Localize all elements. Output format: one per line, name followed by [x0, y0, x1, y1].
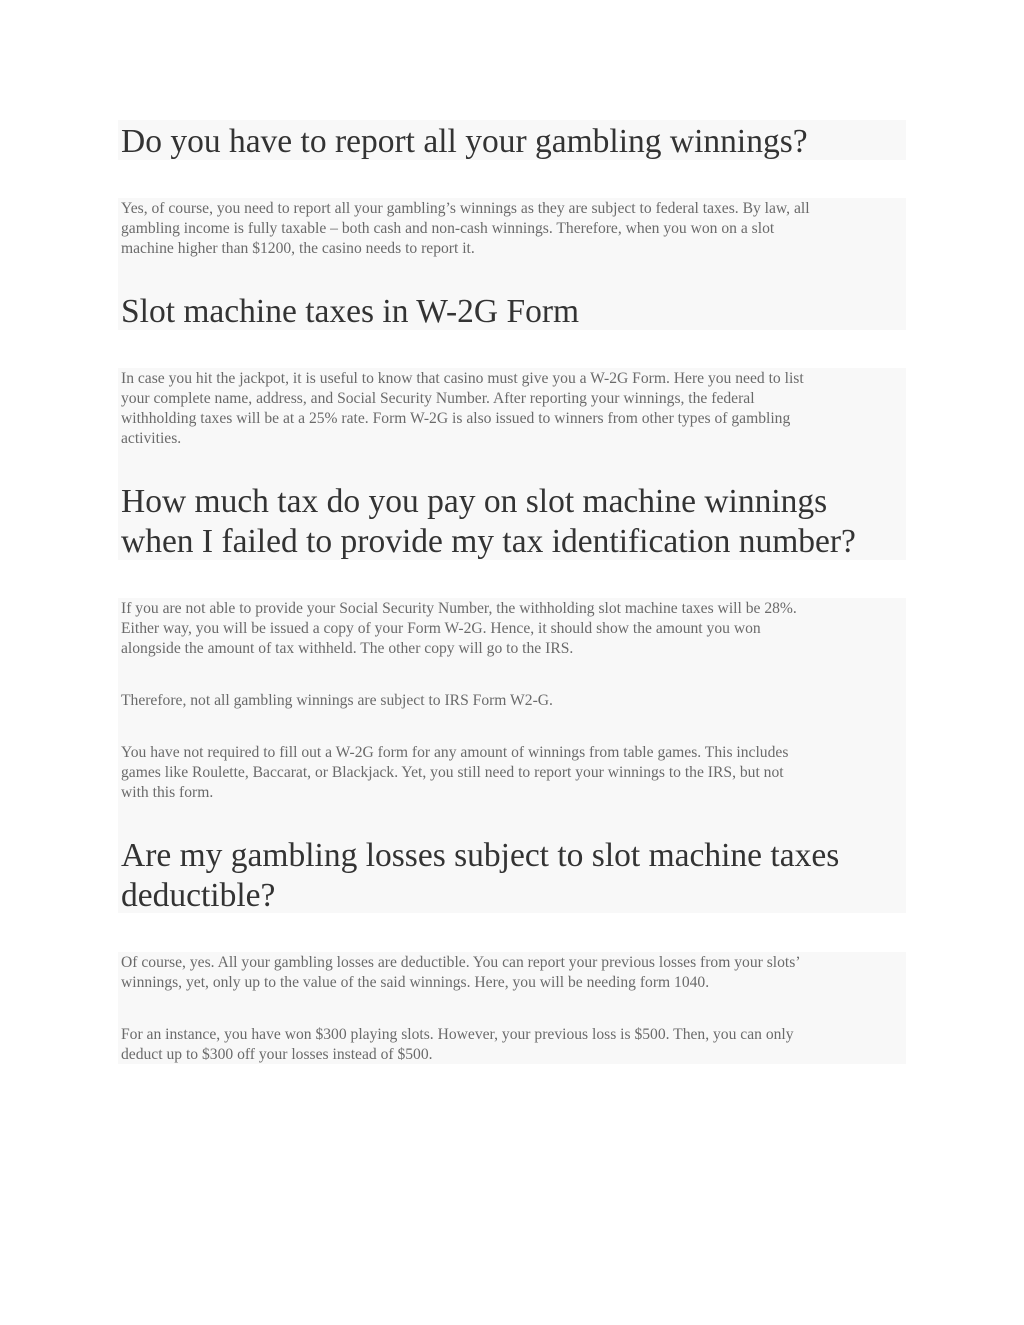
- paragraph-line: gambling income is fully taxable – both cash and non-cash winnings. Therefore, when you won on a slot: [121, 220, 775, 237]
- section-heading-line: Do you have to report all your gambling winnings?: [121, 123, 808, 160]
- section-heading-line: How much tax do you pay on slot machine winnings: [121, 483, 828, 520]
- paragraph: [121, 953, 801, 993]
- paragraph-line: alongside the amount of tax withheld. The other copy will go to the IRS.: [121, 640, 574, 657]
- paragraph-line: In case you hit the jackpot, it is useful to know that casino must give you a W-2G Form. Here you need to list: [121, 370, 804, 387]
- paragraph: [121, 743, 788, 803]
- paragraph-line: machine higher than $1200, the casino needs to report it.: [121, 240, 475, 257]
- paragraph-line: If you are not able to provide your Social Security Number, the withholding slot machine taxes will be 28%.: [121, 600, 797, 617]
- paragraph-line: your complete name, address, and Social Security Number. After reporting your winnings, the federal: [121, 390, 755, 407]
- section-heading: [121, 122, 808, 162]
- paragraph-line: deduct up to $300 off your losses instead of $500.: [121, 1046, 433, 1063]
- paragraph-line: winnings, yet, only up to the value of the said winnings. Here, you will be needing form 1040.: [121, 974, 710, 991]
- paragraph: [121, 599, 797, 659]
- section-heading-line: Slot machine taxes in W-2G Form: [121, 293, 580, 330]
- paragraph-line: with this form.: [121, 784, 214, 801]
- paragraph-line: Of course, yes. All your gambling losses are deductible. You can report your previous losses from your slots’: [121, 954, 801, 971]
- paragraph: [121, 369, 804, 449]
- section-heading-line: when I failed to provide my tax identification number?: [121, 523, 856, 560]
- section-heading-line: Are my gambling losses subject to slot machine taxes: [121, 837, 840, 874]
- paragraph-line: Yes, of course, you need to report all your gambling’s winnings as they are subject to federal taxes. By law, all: [121, 200, 810, 217]
- paragraph-line: You have not required to fill out a W-2G form for any amount of winnings from table games. This includes: [121, 744, 789, 761]
- paragraph: [121, 1025, 794, 1065]
- paragraph: [121, 691, 553, 711]
- section-heading: [121, 836, 839, 916]
- section-heading: [121, 482, 856, 562]
- section-heading-line: deductible?: [121, 877, 276, 914]
- paragraph-line: withholding taxes will be at a 25% rate. Form W-2G is also issued to winners from other types of gambling: [121, 410, 791, 427]
- paragraph-line: Either way, you will be issued a copy of your Form W-2G. Hence, it should show the amount you won: [121, 620, 761, 637]
- paragraph-line: Therefore, not all gambling winnings are subject to IRS Form W2-G.: [121, 692, 553, 709]
- paragraph: [121, 199, 810, 259]
- paragraph-line: activities.: [121, 430, 182, 447]
- section-heading: [121, 292, 579, 332]
- paragraph-line: For an instance, you have won $300 playing slots. However, your previous loss is $500. Then, you can only: [121, 1026, 794, 1043]
- paragraph-line: games like Roulette, Baccarat, or Blackjack. Yet, you still need to report your winnings to the IRS, but not: [121, 764, 784, 781]
